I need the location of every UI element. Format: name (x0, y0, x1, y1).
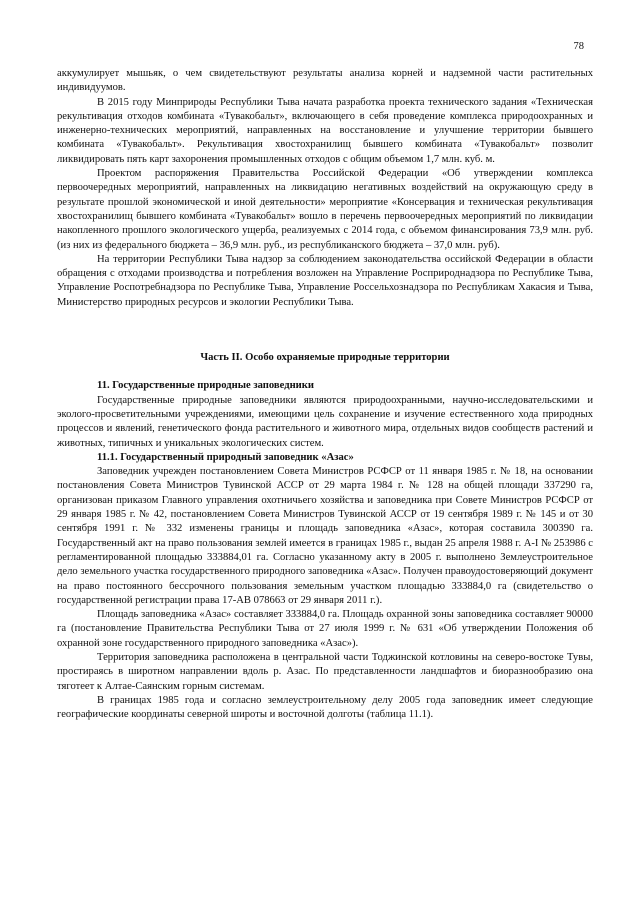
paragraph-tuvakobalt-project: В 2015 году Минприроды Республики Тыва начата разработка проекта технического задания «Техническая рекультивация отходов комбината «Тувакобальт», включающего в себя проведение комплекса природоохранных и инженерно-технических мероприятий, направленных на восстановление и улучшение территории бывшего комбината «Тувакобальт». Рекультивация хвостохранилищ бывшего комбината «Тувакобальт» позволит ликвидировать пять карт захоронения промышленных отходов с общим объемом 1,7 млн. куб. м. (57, 96, 593, 165)
page-number: 78 (573, 41, 584, 52)
page-body (57, 67, 593, 722)
paragraph-reserves-definition: Государственные природные заповедники являются природоохранными, научно-исследовательскими и эколого-просветительными учреждениями, имеющими цель сохранение и изучение естественного хода природных процессов и явлений, генетического фонда растительного и животного мира, отдельных видов сообществ растений и животных, типичных и уникальных экологических систем. (57, 394, 593, 449)
section-heading-azas: 11.1. Государственный природный заповедник «Азас» (97, 451, 354, 463)
paragraph-azas-coordinates: В границах 1985 года и согласно землеустроительному делу 2005 года заповедник имеет следующие географические координаты северной широты и восточной долготы (таблица 11.1). (57, 694, 593, 721)
section-heading-reserves: 11. Государственные природные заповедники (97, 380, 314, 392)
paragraph-azas-location: Территория заповедника расположена в центральной части Тоджинской котловины на северо-востоке Тувы, простираясь в широтном направлении вдоль р. Азас. По представленности ландшафтов и биоразнообразию она тяготеет к Алтае-Саянским горным системам. (57, 651, 593, 692)
paragraph-supervision: На территории Республики Тыва надзор за соблюдением законодательства оссийской Федерации в области обращения с отходами производства и потребления возложен на Управление Росприроднадзора по Республике Тыва, Управление Роспотребнадзора по Республике Тыва, Управление Россельхознадзора по Республикам Хакасия и Тыва, Министерство природных ресурсов и экологии Республики Тыва. (57, 253, 593, 308)
paragraph-continuation: аккумулирует мышьяк, о чем свидетельствуют результаты анализа корней и надземной части растительных индивидуумов. (57, 68, 593, 94)
paragraph-azas-establishment: Заповедник учрежден постановлением Совета Министров РСФСР от 11 января 1985 г. № 18, на основании постановления Совета Министров Тувинской АССР от 29 марта 1984 г. № 128 на общей площади 337290 га, организован приказом Главного управления охотничьего хозяйства и заповедника при Совете Министров РСФСР от 29 января 1985 г. № 42, постановлением Совета Министров Тувинской АССР от 19 сентября 1989 г. № 145 и от 30 сентября 1991 г. № 332 изменены границы и площадь заповедника «Азас», которая составила 300390 га. Государственный акт на право пользования землей имеется в границах 1985 г., выдан 25 апреля 1988 г. А-I № 253986 с регламентированной площадью 333884,01 га. Согласно указанному акту в 2005 г. выполнено Землеустроительное дело земельного участка государственного природного заповедника «Азас». Получен правоудостоверяющий документ на право постоянного бессрочного пользования земельным участком площадью 333884,0 га (свидетельство о государственной регистрации права 17-АВ 078663 от 29 января 2011 г.). (57, 466, 594, 606)
part-title: Часть II. Особо охраняемые природные территории (200, 352, 450, 364)
paragraph-government-order: Проектом распоряжения Правительства Российской Федерации «Об утверждении комплекса первоочередных мероприятий, направленных на ликвидацию негативных воздействий на окружающую среду в результате прошлой экономической и иной деятельности» мероприятие «Консервация и техническая рекультивация хвостохранилищ бывшего комбината «Тувакобальт» вошло в перечень первоочередных мероприятий по ликвидации накопленного прошлого экологического ущерба, реализуемых с 2014 года, с объемом финансирования 73,9 млн. руб. (из них из федерального бюджета – 36,9 млн. руб., из республиканского бюджета – 37,0 млн. руб). (57, 168, 593, 251)
paragraph-azas-area: Площадь заповедника «Азас» составляет 333884,0 га. Площадь охранной зоны заповедника составляет 90000 га (постановление Правительства Республики Тыва от 27 июля 1999 г. № 631 «Об утверждении Положения об охранной зоне государственного природного заповедника «Азас»). (57, 609, 593, 649)
